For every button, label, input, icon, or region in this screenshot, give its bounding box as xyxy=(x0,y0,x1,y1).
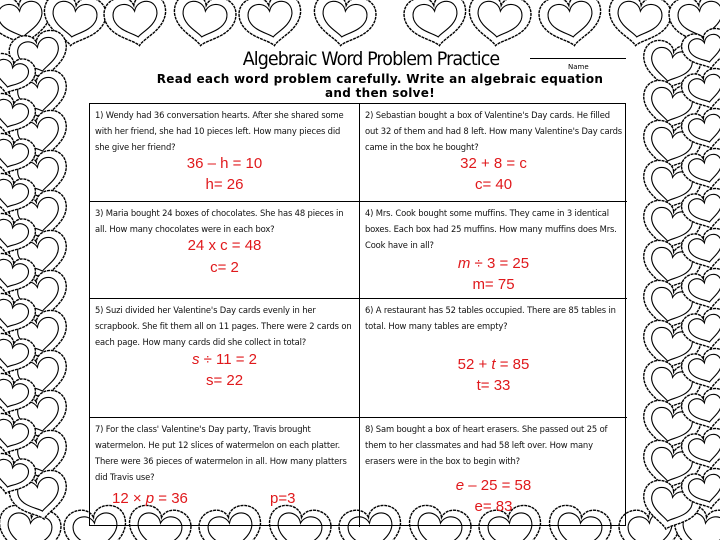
answer-equation-pre: 12 × xyxy=(112,490,146,507)
answer-equation xyxy=(360,355,627,375)
problem-grid xyxy=(89,103,626,526)
problem-text: 3) Maria bought 24 boxes of chocolates. She has 48 pieces in all. How many chocolates were in each box? xyxy=(95,208,344,234)
problem-cell-8 xyxy=(360,418,627,527)
answer-equation-pre: 52 + xyxy=(457,356,492,373)
problem-text: 1) Wendy had 36 conversation hearts. After she shared some with her friend, she had 10 pieces left. How many pieces did she give her friend? xyxy=(95,110,344,152)
problem-cell-2 xyxy=(360,104,627,202)
heart-icon xyxy=(402,0,470,50)
answer-solution: h= 26 xyxy=(205,176,244,193)
problem-text: 5) Suzi divided her Valentine's Day cards evenly in her scrapbook. She fit them all on 11 pages. There were 2 cards on each page. How many cards did she collect in total? xyxy=(95,305,352,347)
answer-variable: m xyxy=(457,255,471,272)
answer-solution: m= 75 xyxy=(472,276,515,293)
problem-cell-6 xyxy=(360,299,627,418)
answer-solution: t= 33 xyxy=(476,377,511,394)
problem-cell-5 xyxy=(90,299,360,418)
answer-solution: s= 22 xyxy=(205,372,244,389)
answer-equation xyxy=(360,254,627,274)
answer-equation-rest: = 85 xyxy=(495,356,530,373)
heart-icon xyxy=(310,0,378,50)
answer-variable: s xyxy=(191,351,200,368)
answer-equation-rest: ÷ 11 = 2 xyxy=(199,351,258,368)
answer-equation-rest: – 25 = 58 xyxy=(464,477,532,494)
answer-equation: 32 + 8 = c xyxy=(460,155,527,172)
problem-text: 7) For the class' Valentine's Day party, Travis brought watermelon. He put 12 slices of watermelon on each platter. There were 36 pieces of watermelon in all. How many platters did Travis use? xyxy=(95,424,347,482)
instructions: Read each word problem carefully. Write an algebraic equation and then solve! xyxy=(156,72,604,100)
problem-cell-1 xyxy=(90,104,360,202)
answer-solution: c= 2 xyxy=(210,259,239,276)
answer-variable: e xyxy=(455,477,465,494)
answer-solution: e= 83 xyxy=(474,498,513,515)
problem-cell-7 xyxy=(90,418,360,527)
heart-icon xyxy=(102,0,170,50)
answer-variable: t xyxy=(491,356,496,373)
problem-text: 4) Mrs. Cook bought some muffins. They came in 3 identical boxes. Each box had 25 muffins. How many muffins does Mrs. Cook have in all? xyxy=(365,208,617,250)
problem-text: 2) Sebastian bought a box of Valentine's Day cards. He filled out 32 of them and had 8 left. How many Valentine's Day cards came in the box he bought? xyxy=(365,110,623,152)
problem-cell-4 xyxy=(360,202,627,299)
problem-text: 8) Sam bought a box of heart erasers. She passed out 25 of them to her classmates and had 58 left over. How many erasers were in the box to begin with? xyxy=(365,424,608,466)
answer-equation-rest: ÷ 3 = 25 xyxy=(470,255,530,272)
answer-equation xyxy=(90,350,359,370)
name-label: Name xyxy=(568,63,589,71)
answer-equation: 24 x c = 48 xyxy=(187,237,262,254)
answer-equation: 36 – h = 10 xyxy=(186,155,263,172)
problem-text: 6) A restaurant has 52 tables occupied. There are 85 tables in total. How many tables are empty? xyxy=(365,305,616,331)
answer-variable: p xyxy=(145,490,155,507)
answer-equation-rest: = 36 xyxy=(154,490,188,507)
problem-cell-3 xyxy=(90,202,360,299)
answer-solution: c= 40 xyxy=(474,176,513,193)
answer-solution: p=3 xyxy=(270,490,296,507)
heart-icon xyxy=(237,0,305,50)
heart-icon xyxy=(170,0,238,50)
worksheet-title: Algebraic Word Problem Practice xyxy=(242,48,500,70)
answer-equation xyxy=(360,476,627,496)
heart-icon xyxy=(465,0,533,50)
heart-icon xyxy=(537,0,605,50)
name-line[interactable] xyxy=(530,58,626,59)
